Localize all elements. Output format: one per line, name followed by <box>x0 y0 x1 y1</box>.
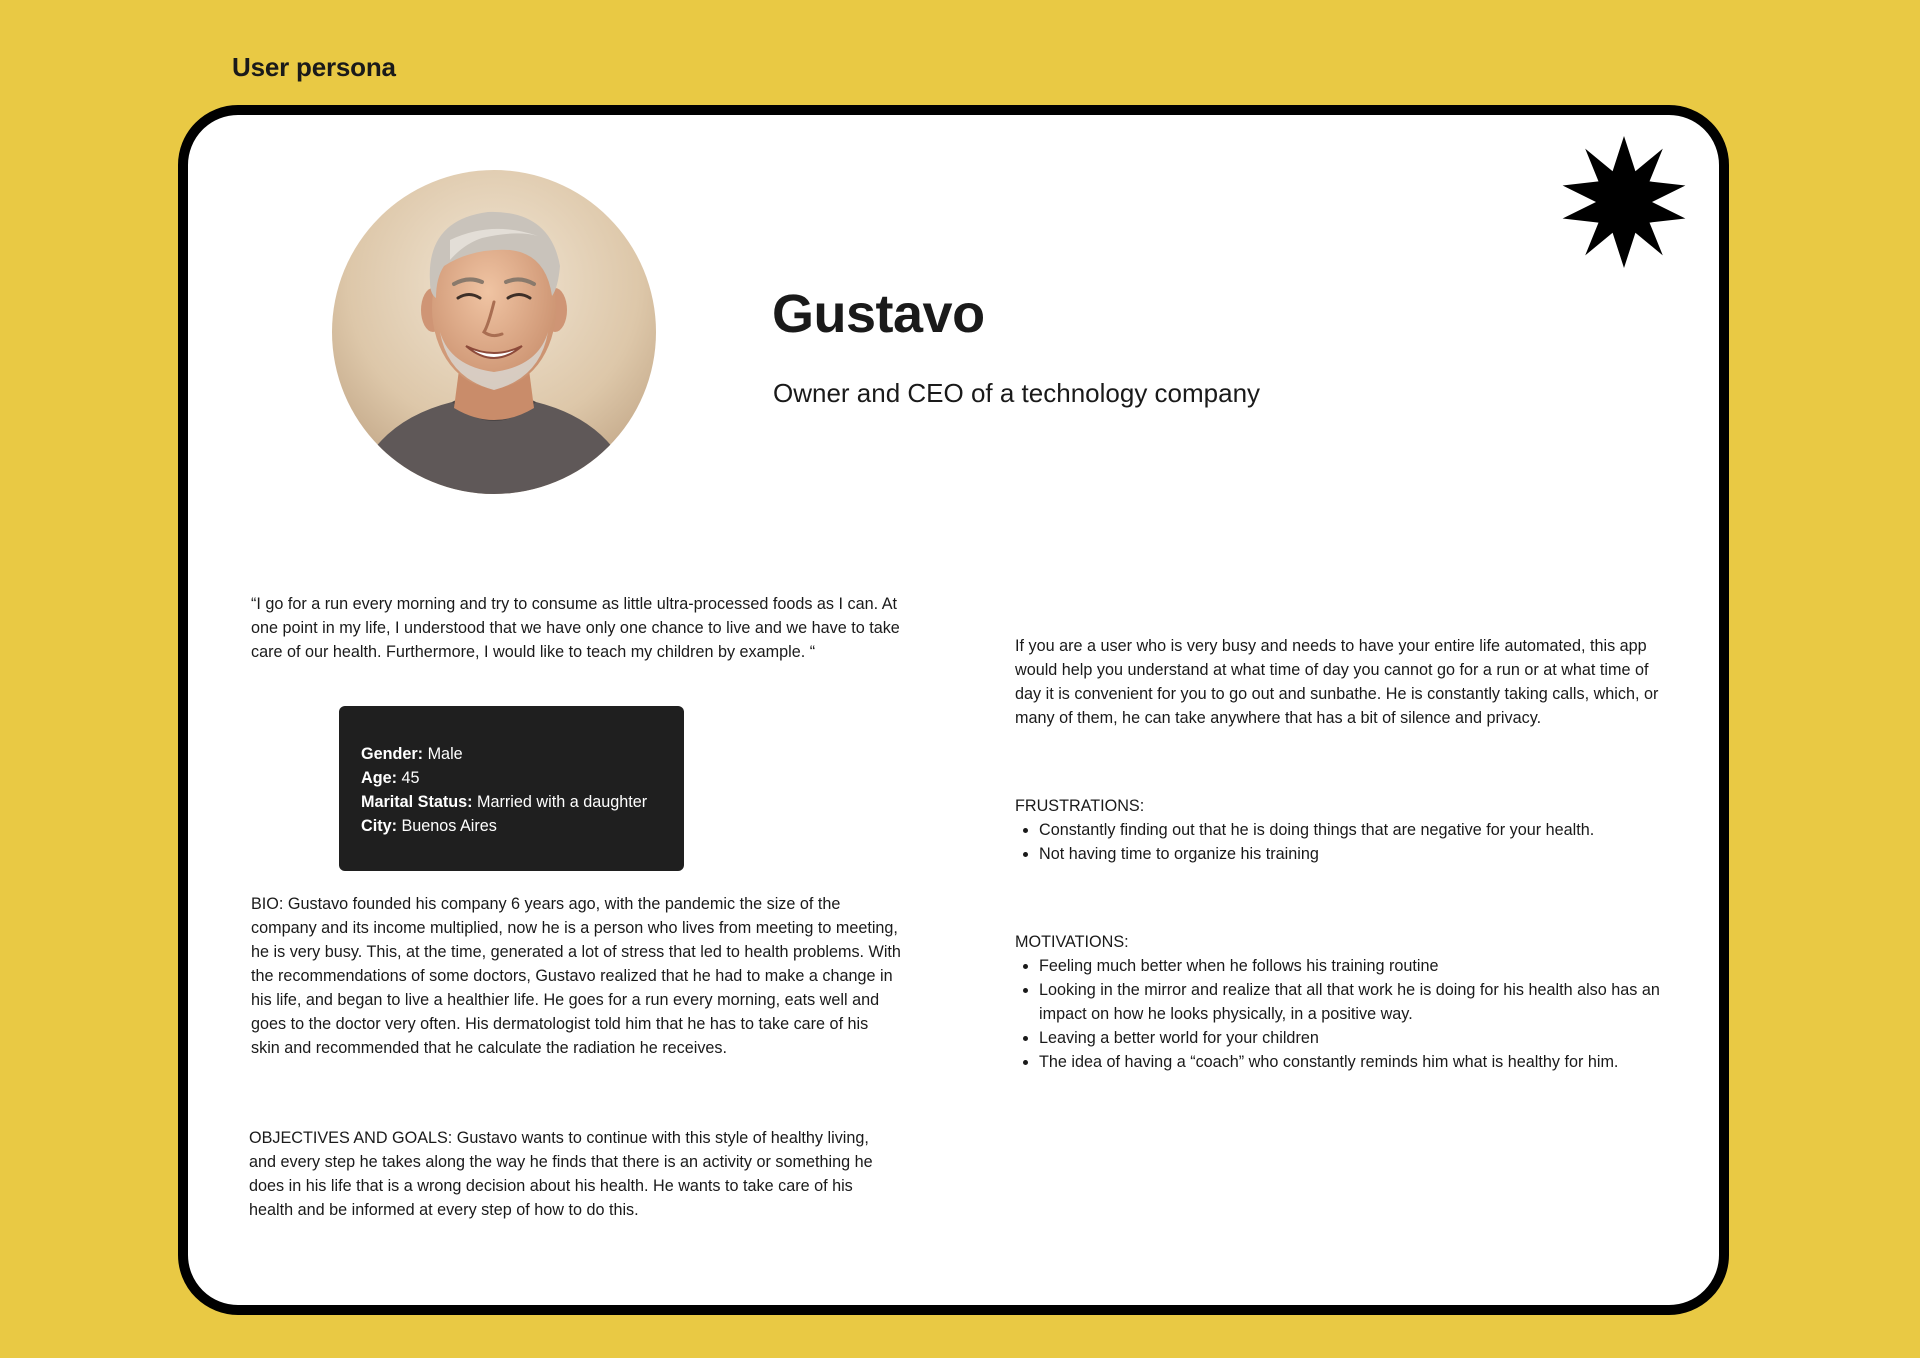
persona-role: Owner and CEO of a technology company <box>773 378 1261 408</box>
info-value: Buenos Aires <box>396 817 497 835</box>
frustrations-title: FRUSTRATIONS: <box>1015 797 1145 815</box>
frustrations-section <box>1015 794 1675 866</box>
info-value: Married with a daughter <box>472 793 648 811</box>
list-item: • The idea of having a “coach” who constantly reminds him what is healthy for him. <box>1039 1050 1675 1074</box>
persona-context: If you are a user who is very busy and needs to have your entire life automated, this app would help you understand at what time of day you cannot go for a run or at what time of day it is convenient for you to go out and sunbathe. He is constantly taking calls, which, or many of them, he can take anywhere that has a bit of silence and privacy. <box>1015 637 1659 727</box>
list-item: • Looking in the mirror and realize that all that work he is doing for his health also has an impact on how he looks physically, in a positive way. <box>1039 978 1675 1026</box>
info-age <box>361 766 684 790</box>
info-marital-status <box>361 790 684 814</box>
list-item: • Constantly finding out that he is doing things that are negative for your health. <box>1039 818 1675 842</box>
info-city <box>361 814 684 838</box>
list-item: • Leaving a better world for your children <box>1039 1026 1675 1050</box>
page-title: User persona <box>232 52 396 82</box>
info-gender <box>361 742 684 766</box>
frustrations-list <box>1015 818 1675 866</box>
info-label: Marital Status: <box>361 793 473 811</box>
persona-quote: “I go for a run every morning and try to consume as little ultra-processed foods as I can. At one point in my life, I understood that we have only one chance to live and we have to take care of our health. Furthermore, I would like to teach my children by example. “ <box>251 595 900 661</box>
info-value: Male <box>423 745 463 763</box>
motivations-section <box>1015 930 1675 1074</box>
demographics-box <box>339 706 684 871</box>
persona-objectives: OBJECTIVES AND GOALS: Gustavo wants to continue with this style of healthy living, and every step he takes along the way he finds that there is an activity or something he does in his life that is a wrong decision about his health. He wants to take care of his health and be informed at every step of how to do this. <box>249 1129 873 1219</box>
persona-bio: BIO: Gustavo founded his company 6 years ago, with the pandemic the size of the company and its income multiplied, now he is a person who lives from meeting to meeting, he is very busy. This, at the time, generated a lot of stress that led to health problems. With the recommendations of some doctors, Gustavo realized that he had to make a change in his life, and began to live a healthier life. He goes for a run every morning, eats well and goes to the doctor very often. His dermatologist told him that he has to take care of his skin and recommended that he calculate the radiation he receives. <box>251 895 901 1057</box>
persona-name: Gustavo <box>772 284 985 344</box>
info-label: Gender: <box>361 745 424 763</box>
info-label: Age: <box>361 769 397 787</box>
list-item: • Not having time to organize his training <box>1039 842 1675 866</box>
starburst-icon <box>1558 136 1690 268</box>
motivations-title: MOTIVATIONS: <box>1015 933 1129 951</box>
list-item: • Feeling much better when he follows his training routine <box>1039 954 1675 978</box>
info-label: City: <box>361 817 397 835</box>
motivations-list <box>1015 954 1675 1074</box>
persona-photo <box>332 170 656 494</box>
info-value: 45 <box>396 769 420 787</box>
